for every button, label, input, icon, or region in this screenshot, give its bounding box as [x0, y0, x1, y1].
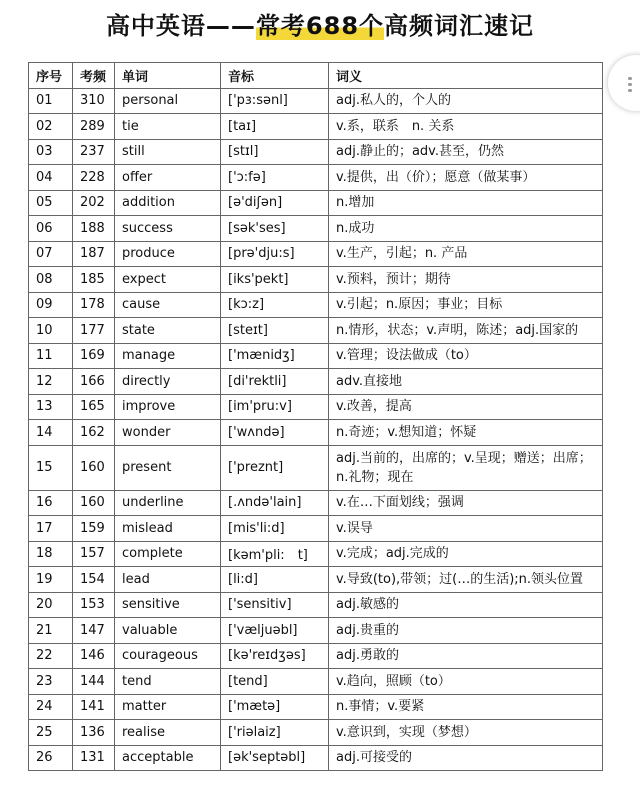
cell-frequency: 160: [73, 490, 115, 516]
cell-phonetic: [ə'diʃən]: [221, 190, 329, 216]
cell-meaning: adj.私人的，个人的: [329, 88, 603, 114]
cell-word: success: [115, 216, 221, 242]
table-row: [29, 420, 603, 446]
cell-word: lead: [115, 567, 221, 593]
cell-frequency: 154: [73, 567, 115, 593]
table-row: [29, 516, 603, 542]
cell-word: courageous: [115, 643, 221, 669]
cell-word: tend: [115, 669, 221, 695]
table-row: [29, 445, 603, 490]
cell-frequency: 131: [73, 745, 115, 771]
cell-frequency: 146: [73, 643, 115, 669]
cell-word: manage: [115, 343, 221, 369]
cell-frequency: 157: [73, 541, 115, 567]
menu-icon: [628, 77, 632, 95]
header-frequency: 考频: [73, 63, 115, 89]
title-suffix: 高频词汇速记: [384, 12, 535, 40]
cell-word: improve: [115, 394, 221, 420]
cell-index: 24: [29, 694, 73, 720]
cell-meaning: v.预料，预计；期待: [329, 267, 603, 293]
cell-phonetic: [kəm'pli: t]: [221, 541, 329, 567]
cell-word: realise: [115, 720, 221, 746]
cell-index: 05: [29, 190, 73, 216]
cell-word: directly: [115, 369, 221, 395]
cell-phonetic: [.ʌndə'lain]: [221, 490, 329, 516]
cell-frequency: 187: [73, 241, 115, 267]
cell-phonetic: [sək'ses]: [221, 216, 329, 242]
cell-meaning: v.提供，出（价）；愿意（做某事）: [329, 165, 603, 191]
vocabulary-table: [28, 62, 603, 771]
cell-index: 08: [29, 267, 73, 293]
title-prefix: 高中英语——: [105, 12, 256, 40]
cell-meaning: adv.直接地: [329, 369, 603, 395]
cell-index: 11: [29, 343, 73, 369]
cell-frequency: 185: [73, 267, 115, 293]
cell-word: offer: [115, 165, 221, 191]
cell-phonetic: [tend]: [221, 669, 329, 695]
cell-word: expect: [115, 267, 221, 293]
page-title: [0, 6, 640, 41]
cell-word: produce: [115, 241, 221, 267]
header-phonetic: 音标: [221, 63, 329, 89]
cell-word: present: [115, 445, 221, 490]
cell-phonetic: [taɪ]: [221, 114, 329, 140]
table-row: [29, 165, 603, 191]
cell-frequency: 165: [73, 394, 115, 420]
cell-frequency: 153: [73, 592, 115, 618]
cell-meaning: adj.敏感的: [329, 592, 603, 618]
cell-frequency: 160: [73, 445, 115, 490]
cell-word: complete: [115, 541, 221, 567]
table-row: [29, 88, 603, 114]
cell-word: acceptable: [115, 745, 221, 771]
cell-phonetic: ['ɔ:fə]: [221, 165, 329, 191]
table-row: [29, 216, 603, 242]
cell-phonetic: [im'pru:v]: [221, 394, 329, 420]
cell-frequency: 136: [73, 720, 115, 746]
cell-frequency: 228: [73, 165, 115, 191]
cell-phonetic: [ək'septəbl]: [221, 745, 329, 771]
cell-word: state: [115, 318, 221, 344]
cell-index: 16: [29, 490, 73, 516]
cell-phonetic: [kɔ:z]: [221, 292, 329, 318]
cell-index: 06: [29, 216, 73, 242]
cell-index: 22: [29, 643, 73, 669]
cell-index: 01: [29, 88, 73, 114]
cell-frequency: 188: [73, 216, 115, 242]
cell-meaning: v.引起；n.原因；事业；目标: [329, 292, 603, 318]
cell-word: valuable: [115, 618, 221, 644]
cell-word: cause: [115, 292, 221, 318]
cell-index: 21: [29, 618, 73, 644]
cell-index: 12: [29, 369, 73, 395]
table-header-row: [29, 63, 603, 89]
cell-meaning: n.事情；v.要紧: [329, 694, 603, 720]
cell-phonetic: ['wʌndə]: [221, 420, 329, 446]
table-row: [29, 669, 603, 695]
cell-meaning: v.完成；adj.完成的: [329, 541, 603, 567]
cell-phonetic: [kə'reɪdʒəs]: [221, 643, 329, 669]
cell-index: 23: [29, 669, 73, 695]
cell-index: 04: [29, 165, 73, 191]
cell-phonetic: ['riəlaiz]: [221, 720, 329, 746]
table-row: [29, 592, 603, 618]
cell-meaning: adj.当前的，出席的；v.呈现；赠送；出席；n.礼物；现在: [329, 445, 603, 490]
cell-word: sensitive: [115, 592, 221, 618]
cell-frequency: 166: [73, 369, 115, 395]
cell-phonetic: [di'rektli]: [221, 369, 329, 395]
table-row: [29, 369, 603, 395]
cell-index: 13: [29, 394, 73, 420]
table-row: [29, 343, 603, 369]
cell-index: 10: [29, 318, 73, 344]
cell-meaning: v.系，联系 n. 关系: [329, 114, 603, 140]
cell-phonetic: [li:d]: [221, 567, 329, 593]
cell-meaning: n.奇迹；v.想知道；怀疑: [329, 420, 603, 446]
cell-index: 07: [29, 241, 73, 267]
cell-index: 19: [29, 567, 73, 593]
table-row: [29, 190, 603, 216]
table-row: [29, 114, 603, 140]
cell-meaning: adj.静止的；adv.甚至，仍然: [329, 139, 603, 165]
cell-word: wonder: [115, 420, 221, 446]
cell-index: 14: [29, 420, 73, 446]
cell-word: still: [115, 139, 221, 165]
cell-index: 18: [29, 541, 73, 567]
cell-phonetic: ['sensitiv]: [221, 592, 329, 618]
cell-meaning: adj.贵重的: [329, 618, 603, 644]
table-row: [29, 267, 603, 293]
header-word: 单词: [115, 63, 221, 89]
cell-meaning: v.管理；设法做成（to）: [329, 343, 603, 369]
cell-frequency: 159: [73, 516, 115, 542]
table-row: [29, 394, 603, 420]
table-row: [29, 643, 603, 669]
cell-frequency: 177: [73, 318, 115, 344]
cell-word: matter: [115, 694, 221, 720]
header-index: 序号: [29, 63, 73, 89]
cell-phonetic: ['preznt]: [221, 445, 329, 490]
table-row: [29, 139, 603, 165]
table-row: [29, 241, 603, 267]
cell-frequency: 202: [73, 190, 115, 216]
table-row: [29, 490, 603, 516]
table-body: [29, 88, 603, 771]
table-row: [29, 694, 603, 720]
cell-frequency: 169: [73, 343, 115, 369]
table-row: [29, 745, 603, 771]
cell-phonetic: [stɪl]: [221, 139, 329, 165]
title-highlight: 常考688个: [255, 12, 385, 40]
cell-frequency: 237: [73, 139, 115, 165]
cell-meaning: v.误导: [329, 516, 603, 542]
cell-index: 26: [29, 745, 73, 771]
header-meaning: 词义: [329, 63, 603, 89]
cell-frequency: 289: [73, 114, 115, 140]
cell-phonetic: [mis'li:d]: [221, 516, 329, 542]
cell-word: underline: [115, 490, 221, 516]
cell-phonetic: ['pɜ:sənl]: [221, 88, 329, 114]
cell-meaning: v.改善，提高: [329, 394, 603, 420]
cell-phonetic: ['mænidʒ]: [221, 343, 329, 369]
cell-frequency: 147: [73, 618, 115, 644]
table-row: [29, 541, 603, 567]
cell-phonetic: [prə'dju:s]: [221, 241, 329, 267]
table-row: [29, 318, 603, 344]
table-row: [29, 292, 603, 318]
cell-frequency: 310: [73, 88, 115, 114]
cell-meaning: v.意识到，实现（梦想）: [329, 720, 603, 746]
cell-meaning: v.生产，引起；n. 产品: [329, 241, 603, 267]
cell-index: 03: [29, 139, 73, 165]
cell-frequency: 141: [73, 694, 115, 720]
table-row: [29, 618, 603, 644]
table-row: [29, 567, 603, 593]
cell-meaning: adj.可接受的: [329, 745, 603, 771]
cell-phonetic: ['væljuəbl]: [221, 618, 329, 644]
cell-word: addition: [115, 190, 221, 216]
side-menu-button[interactable]: [608, 55, 640, 111]
cell-meaning: n.增加: [329, 190, 603, 216]
cell-phonetic: ['mætə]: [221, 694, 329, 720]
cell-index: 02: [29, 114, 73, 140]
cell-frequency: 178: [73, 292, 115, 318]
cell-phonetic: [steɪt]: [221, 318, 329, 344]
cell-index: 20: [29, 592, 73, 618]
cell-index: 17: [29, 516, 73, 542]
cell-meaning: n.成功: [329, 216, 603, 242]
cell-index: 25: [29, 720, 73, 746]
cell-index: 09: [29, 292, 73, 318]
cell-meaning: v.在…下面划线；强调: [329, 490, 603, 516]
cell-frequency: 162: [73, 420, 115, 446]
cell-word: personal: [115, 88, 221, 114]
cell-frequency: 144: [73, 669, 115, 695]
cell-meaning: adj.勇敢的: [329, 643, 603, 669]
cell-meaning: v.导致(to),带领；过(…的生活);n.领头位置: [329, 567, 603, 593]
cell-index: 15: [29, 445, 73, 490]
cell-word: mislead: [115, 516, 221, 542]
cell-word: tie: [115, 114, 221, 140]
cell-meaning: n.情形，状态；v.声明，陈述；adj.国家的: [329, 318, 603, 344]
cell-meaning: v.趋向，照顾（to）: [329, 669, 603, 695]
cell-phonetic: [iks'pekt]: [221, 267, 329, 293]
table-row: [29, 720, 603, 746]
